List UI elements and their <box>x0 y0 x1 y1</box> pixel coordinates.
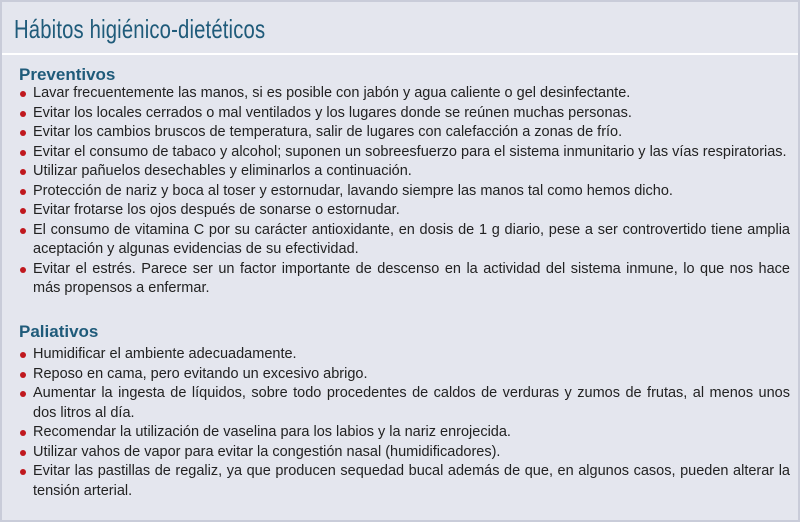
bullet-icon <box>20 169 26 175</box>
list-item <box>20 423 790 443</box>
section-heading-paliativos: Paliativos <box>19 322 99 341</box>
list-item-text: Lavar frecuentemente las manos, si es posible con jabón y agua caliente o gel desinfectante. <box>33 85 631 101</box>
list-item <box>20 260 790 299</box>
list-item-text: Utilizar vahos de vapor para evitar la congestión nasal (humidificadores). <box>33 443 501 460</box>
title-divider <box>2 53 798 55</box>
list-item <box>20 123 790 143</box>
list-item-text: Protección de nariz y boca al toser y estornudar, lavando siempre las manos tal como hemos dicho. <box>33 182 673 199</box>
box-title: Hábitos higiénico-dietéticos <box>14 14 266 44</box>
bullet-icon <box>20 372 26 378</box>
list-item <box>20 345 790 365</box>
list-item-text: Reposo en cama, pero evitando un excesivo abrigo. <box>33 365 368 382</box>
list-item-text: Utilizar pañuelos desechables y eliminarlos a continuación. <box>33 163 412 179</box>
bullet-icon <box>20 450 26 456</box>
list-item-text: Aumentar la ingesta de líquidos, sobre todo procedentes de caldos de verduras y zumos de frutas, al menos unos dos litros al día. <box>33 385 790 421</box>
list-preventivos <box>20 84 790 299</box>
bullet-icon <box>20 189 26 195</box>
list-item <box>20 143 790 163</box>
bullet-icon <box>20 111 26 117</box>
list-item-text: Evitar los cambios bruscos de temperatura, salir de lugares con calefacción a zonas de frío. <box>33 124 623 140</box>
list-item-text: Evitar el estrés. Parece ser un factor importante de descenso en la actividad del sistema inmune, lo que nos hace más propensos a enfermar. <box>33 260 790 296</box>
bullet-icon <box>20 430 26 436</box>
list-item <box>20 365 790 385</box>
list-item <box>20 182 790 202</box>
list-item <box>20 462 790 501</box>
bullet-icon <box>20 267 26 273</box>
bullet-icon <box>20 352 26 358</box>
list-item-text: Evitar las pastillas de regaliz, ya que producen sequedad bucal además de que, en algunos casos, pueden alterar la tensión arterial. <box>33 463 790 499</box>
list-item <box>20 384 790 423</box>
list-item-text: Evitar los locales cerrados o mal ventilados y los lugares donde se reúnen muchas personas. <box>33 104 632 121</box>
list-item-text: Evitar frotarse los ojos después de sonarse o estornudar. <box>33 202 400 218</box>
bullet-icon <box>20 150 26 156</box>
list-item-text: Evitar el consumo de tabaco y alcohol; suponen un sobreesfuerzo para el sistema inmunitario y las vías respiratorias. <box>33 143 787 160</box>
list-paliativos <box>20 345 790 501</box>
list-item <box>20 104 790 124</box>
bullet-icon <box>20 208 26 214</box>
list-item-text: Humidificar el ambiente adecuadamente. <box>33 346 297 362</box>
bullet-icon <box>20 228 26 234</box>
list-item-text: El consumo de vitamina C por su carácter antioxidante, en dosis de 1 g diario, pese a ser controvertido tiene amplia aceptación y algunas evidencias de su efectividad. <box>33 221 790 257</box>
bullet-icon <box>20 469 26 475</box>
list-item <box>20 162 790 182</box>
section-heading-preventivos: Preventivos <box>19 65 116 84</box>
bullet-icon <box>20 391 26 397</box>
list-item <box>20 201 790 221</box>
bullet-icon <box>20 130 26 136</box>
list-item <box>20 221 790 260</box>
bullet-icon <box>20 91 26 97</box>
list-item <box>20 84 790 104</box>
list-item-text: Recomendar la utilización de vaselina para los labios y la nariz enrojecida. <box>33 424 511 440</box>
list-item <box>20 443 790 463</box>
